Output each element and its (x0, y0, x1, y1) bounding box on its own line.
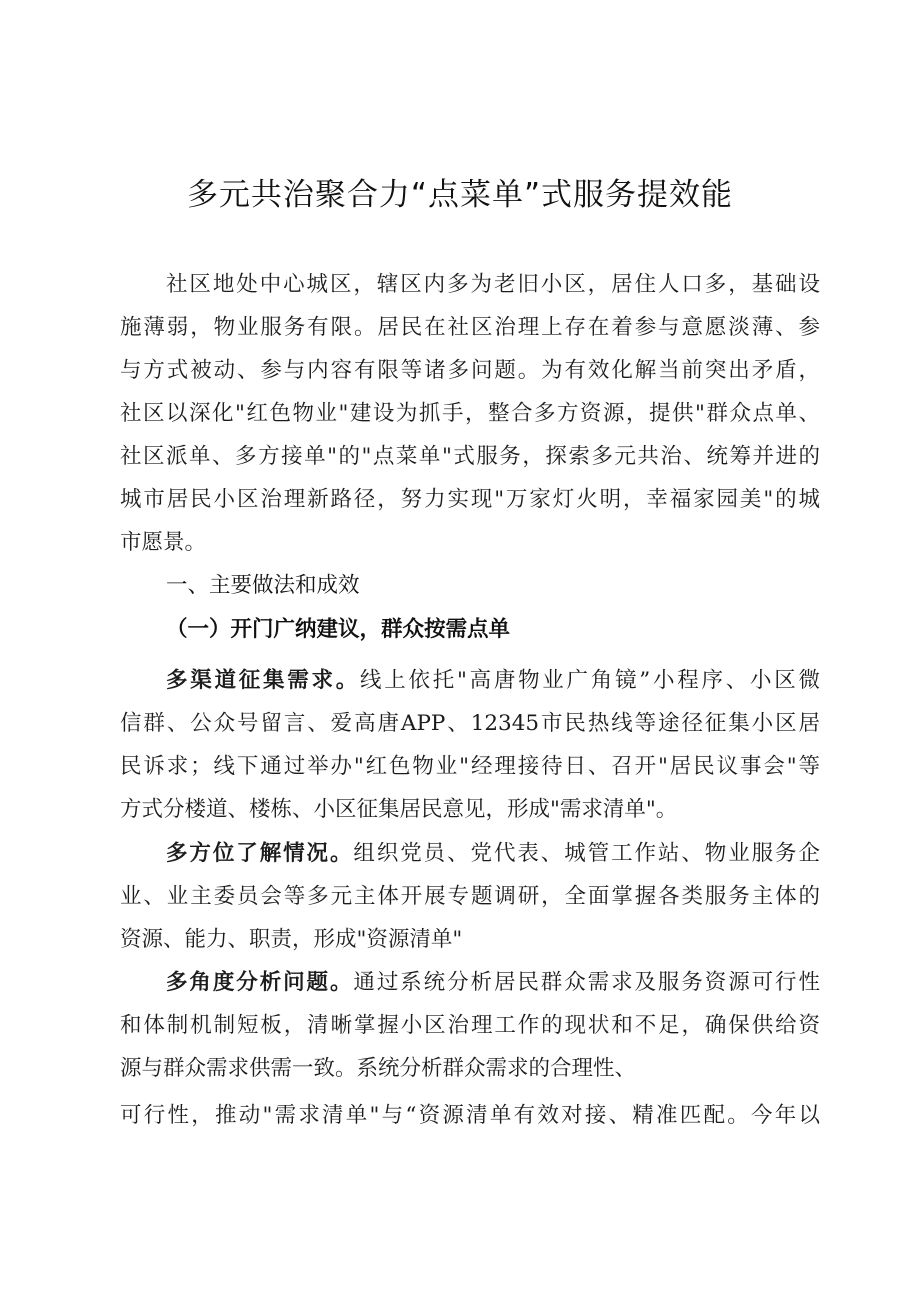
para1-line-2: 信群、公众号留言、爱高唐APP、12345市民热线等途径征集小区居 (120, 711, 820, 736)
para1-line-1 (166, 661, 820, 701)
intro-line-5: 社区派单、多方接单"的"点菜单"式服务，探索多元共治、统筹并进的 (120, 444, 820, 469)
para3-line-2: 和体制机制短板，清晰掌握小区治理工作的现状和不足，确保供给资 (120, 1013, 820, 1038)
para3-lead: 多角度分析问题。 (166, 970, 354, 995)
para1-line-3: 民诉求；线下通过举办"红色物业"经理接待日、召开"居民议事会"等 (120, 754, 820, 779)
intro-line-6: 城市居民小区治理新路径，努力实现"万家灯火明，幸福家园美"的城 (120, 487, 820, 512)
para2-line-1 (166, 834, 820, 874)
para2-first-rest: 组织党员、党代表、城管工作站、物业服务企 (353, 841, 820, 866)
intro-line-4: 社区以深化"红色物业"建设为抓手，整合多方资源，提供"群众点单、 (120, 401, 820, 426)
intro-line-2: 施薄弱，物业服务有限。居民在社区治理上存在着参与意愿淡薄、参 (120, 315, 820, 340)
section-heading-1: 一、主要做法和成效 (166, 573, 360, 598)
document-title: 多元共治聚合力“点菜单”式服务提效能 (186, 177, 734, 213)
para3-line-4: 可行性，推动"需求清单"与“资源清单有效对接、精准匹配。今年以 (120, 1103, 820, 1128)
intro-line-3: 与方式被动、参与内容有限等诸多问题。为有效化解当前突出矛盾， (120, 358, 820, 383)
para1-lead: 多渠道征集需求。 (166, 668, 360, 693)
intro-line-7: 市愿景。 (120, 530, 207, 555)
subsection-heading-1: （一）开门广纳建议，群众按需点单 (166, 617, 511, 642)
para2-line-2: 业、业主委员会等多元主体开展专题调研，全面掌握各类服务主体的 (120, 884, 820, 909)
para1-line-4: 方式分楼道、楼栋、小区征集居民意见，形成"需求清单"。 (120, 797, 678, 822)
para3-first-rest: 通过系统分析居民群众需求及服务资源可行性 (353, 970, 820, 995)
para2-line-3: 资源、能力、职责，形成"资源清单" (120, 927, 463, 952)
para1-first-rest: 线上依托"高唐物业广角镜”小程序、小区微 (359, 668, 820, 693)
para3-line-1 (166, 963, 820, 1003)
para2-lead: 多方位了解情况。 (166, 841, 354, 866)
para3-line-3: 源与群众需求供需一致。系统分析群众需求的合理性、 (120, 1056, 637, 1081)
intro-line-1: 社区地处中心城区，辖区内多为老旧小区，居住人口多，基础设 (166, 272, 820, 297)
